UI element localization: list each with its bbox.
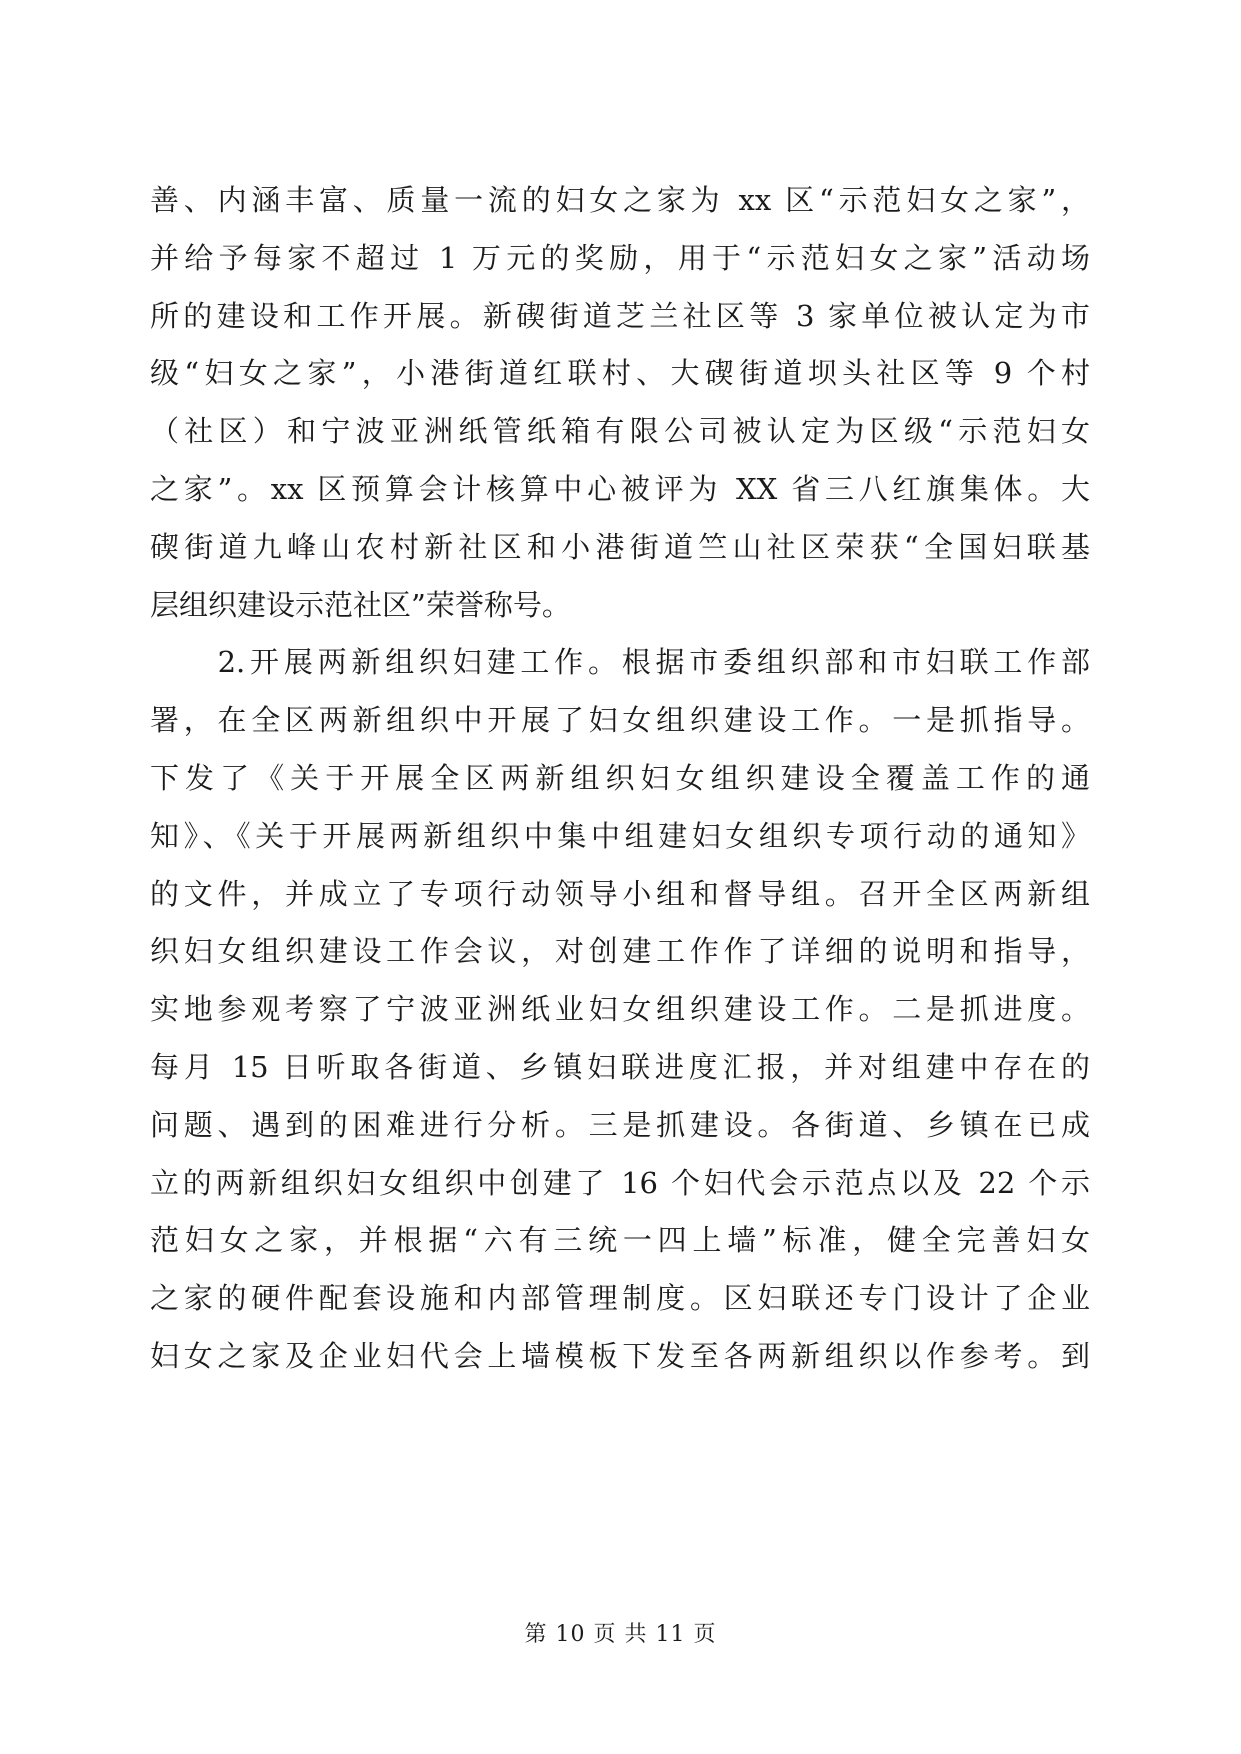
body-text	[150, 172, 1090, 1386]
page-number-footer: 第 10 页 共 11 页	[524, 1622, 717, 1647]
text-line: 实地参观考察了宁波亚洲纸业妇女组织建设工作。二是抓进度。	[150, 992, 1090, 1027]
text-line: 范妇女之家，并根据“六有三统一四上墙”标准，健全完善妇女	[150, 1223, 1090, 1258]
text-line: 知》、《关于开展两新组织中集中组建妇女组织专项行动的通知》	[150, 818, 1090, 853]
text-line: 之家”。xx 区预算会计核算中心被评为 XX 省三八红旗集体。大	[150, 471, 1090, 506]
text-line: 层组织建设示范社区”荣誉称号。	[150, 587, 571, 622]
text-line: 碶街道九峰山农村新社区和小港街道竺山社区荣获“全国妇联基	[150, 529, 1090, 564]
text-line: 善、内涵丰富、质量一流的妇女之家为 xx 区“示范妇女之家”，	[150, 183, 1090, 217]
text-line: 所的建设和工作开展。新碶街道芝兰社区等 3 家单位被认定为市	[150, 298, 1090, 333]
text-line: 每月 15 日听取各街道、乡镇妇联进度汇报，并对组建中存在的	[150, 1049, 1090, 1084]
text-line: 下发了《关于开展全区两新组织妇女组织建设全覆盖工作的通	[150, 760, 1090, 795]
text-line: 2.开展两新组织妇建工作。根据市委组织部和市妇联工作部	[150, 645, 1090, 680]
text-line: 级“妇女之家”，小港街道红联村、大碶街道坝头社区等 9 个村	[150, 356, 1090, 391]
text-line: 立的两新组织妇女组织中创建了 16 个妇代会示范点以及 22 个示	[150, 1165, 1090, 1200]
text-line: 并给予每家不超过 1 万元的奖励，用于“示范妇女之家”活动场	[150, 240, 1090, 275]
text-line: 之家的硬件配套设施和内部管理制度。区妇联还专门设计了企业	[150, 1281, 1090, 1316]
text-line: 的文件，并成立了专项行动领导小组和督导组。召开全区两新组	[150, 876, 1090, 911]
text-line: （社区）和宁波亚洲纸管纸箱有限公司被认定为区级“示范妇女	[150, 414, 1090, 449]
text-line: 妇女之家及企业妇代会上墙模板下发至各两新组织以作参考。到	[150, 1338, 1090, 1373]
text-line: 问题、遇到的困难进行分析。三是抓建设。各街道、乡镇在已成	[150, 1107, 1090, 1142]
text-line: 署，在全区两新组织中开展了妇女组织建设工作。一是抓指导。	[150, 703, 1090, 738]
text-line: 织妇女组织建设工作会议，对创建工作作了详细的说明和指导，	[150, 934, 1090, 969]
